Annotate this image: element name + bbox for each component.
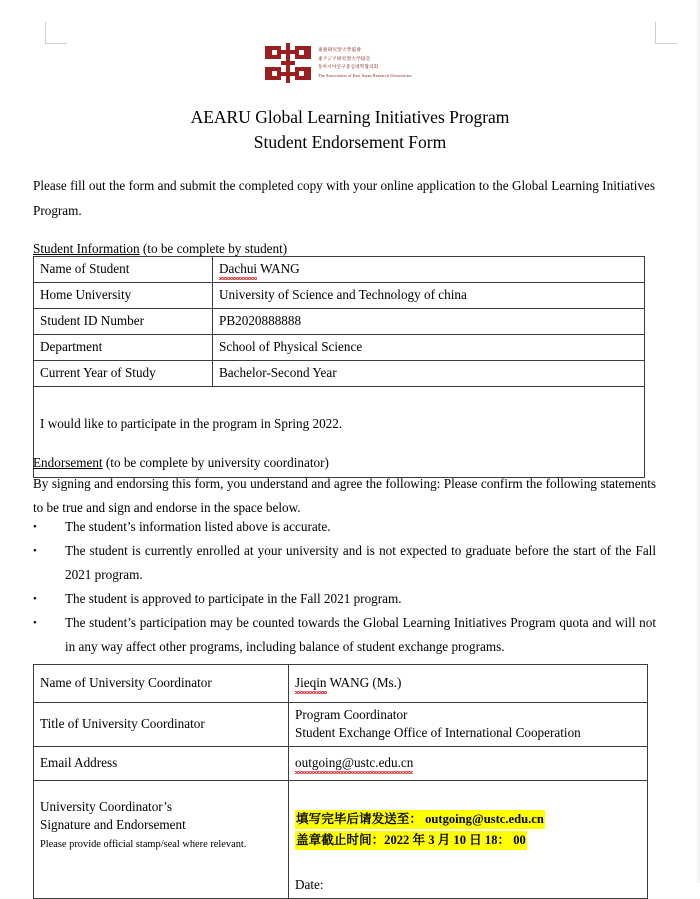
student-information-heading-underlined: Student Information: [33, 241, 140, 256]
crop-mark-top-right: [655, 22, 677, 44]
list-item-text: The student is currently enrolled at your university and is not expected to graduate before the start of the Fall 2021 program.: [65, 543, 656, 582]
table-row: [34, 283, 645, 309]
page-title: [0, 105, 700, 155]
endorsement-intro-paragraph: By signing and endorsing this form, you understand and agree the following: Please confirm the following statements to be true and sign and endorse in the space below.: [33, 476, 656, 515]
bullet-icon: •: [33, 545, 37, 557]
row-label-name-of-student: Name of Student: [34, 257, 213, 283]
endorsement-heading: [33, 453, 329, 472]
logo-line-japanese-kanji: 東亜研究型大學協會: [318, 46, 362, 52]
list-item-text: The student is approved to participate in the Fall 2021 program.: [65, 591, 402, 606]
student-information-heading-note: (to be complete by student): [139, 241, 288, 256]
row-value-name-of-student[interactable]: Dachui WANG: [213, 257, 645, 283]
list-item: [33, 611, 656, 659]
student-information-table: [33, 256, 645, 478]
list-item-text: The student’s participation may be counted towards the Global Learning Initiatives Program quota and will not in any way affect other programs, including balance of student exchange programs.: [65, 615, 656, 654]
endorsement-heading-underlined: Endorsement: [33, 455, 103, 470]
row-label-current-year-of-study: Current Year of Study: [34, 361, 213, 387]
date-field-label[interactable]: Date:: [295, 877, 324, 892]
table-row: [34, 665, 648, 703]
endorsement-heading-note: (to be complete by university coordinator): [102, 455, 329, 470]
aearu-logo-mark-icon: [265, 43, 311, 83]
aearu-logo: [265, 38, 465, 88]
table-row: [34, 309, 645, 335]
title-line-2: Student Endorsement Form: [253, 132, 447, 152]
row-value-student-id-number[interactable]: PB2020888888: [213, 309, 645, 335]
list-item: [33, 515, 656, 539]
coordinator-title-line-1: Program Coordinator: [295, 707, 408, 722]
misspelled-word: Dachui: [219, 261, 258, 276]
misspelled-word: Jieqin: [295, 675, 327, 690]
row-label-signature-endorsement: [34, 781, 289, 899]
highlight-note-line-1: 填写完毕后请发送至： outgoing@ustc.edu.cn: [295, 810, 545, 829]
table-row: [34, 335, 645, 361]
table-row: [34, 747, 648, 781]
row-value-home-university[interactable]: University of Science and Technology of china: [213, 283, 645, 309]
table-row: [34, 361, 645, 387]
title-line-1: AEARU Global Learning Initiatives Program: [190, 107, 510, 127]
row-label-student-id-number: Student ID Number: [34, 309, 213, 335]
highlight-note-line-2: 盖章截止时间：2022 年 3 月 10 日 18： 00: [295, 831, 527, 850]
highlight-note-line-1-wrap: [295, 810, 641, 829]
row-value-coordinator-name[interactable]: Jieqin WANG (Ms.): [289, 665, 648, 703]
signature-label-line-1: University Coordinator’s: [40, 799, 172, 814]
signature-label-line-2: Signature and Endorsement: [40, 817, 186, 832]
row-value-coordinator-title[interactable]: [289, 703, 648, 747]
row-label-home-university: Home University: [34, 283, 213, 309]
coordinator-table: [33, 664, 648, 899]
bullet-icon: •: [33, 617, 37, 629]
list-item-text: The student’s information listed above is accurate.: [65, 519, 331, 534]
aearu-logo-text: [318, 46, 412, 80]
row-value-current-year-of-study[interactable]: Bachelor-Second Year: [213, 361, 645, 387]
email-value: outgoing@ustc.edu.cn: [295, 755, 414, 770]
list-item: [33, 587, 656, 611]
row-label-email-address: Email Address: [34, 747, 289, 781]
logo-line-english: The Association of East Asian Research Universities: [318, 73, 412, 79]
endorsement-bullet-list: [33, 515, 656, 659]
row-value-signature-endorsement[interactable]: [289, 781, 648, 899]
highlight-note-line-2-wrap: [295, 831, 641, 850]
row-label-coordinator-name: Name of University Coordinator: [34, 665, 289, 703]
coordinator-title-line-2: Student Exchange Office of International Cooperation: [295, 725, 581, 740]
participation-statement[interactable]: I would like to participate in the program in Spring 2022.: [34, 387, 645, 478]
row-value-email-address[interactable]: [289, 747, 648, 781]
row-label-department: Department: [34, 335, 213, 361]
bullet-icon: •: [33, 593, 37, 605]
list-item: [33, 539, 656, 587]
row-label-coordinator-title: Title of University Coordinator: [34, 703, 289, 747]
logo-line-japanese-kana: 東アジア研究型大学協会: [318, 55, 371, 61]
bullet-icon: •: [33, 521, 37, 533]
row-value-department[interactable]: School of Physical Science: [213, 335, 645, 361]
table-row: [34, 781, 648, 899]
intro-paragraph: Please fill out the form and submit the completed copy with your online application to the Global Learning Initiatives Program.: [33, 178, 655, 218]
crop-mark-top-left: [45, 22, 67, 44]
logo-line-korean: 동아시아연구중심대학협의회: [318, 64, 379, 70]
table-row: [34, 703, 648, 747]
signature-stamp-note: Please provide official stamp/seal where relevant.: [40, 839, 247, 850]
table-row: [34, 257, 645, 283]
